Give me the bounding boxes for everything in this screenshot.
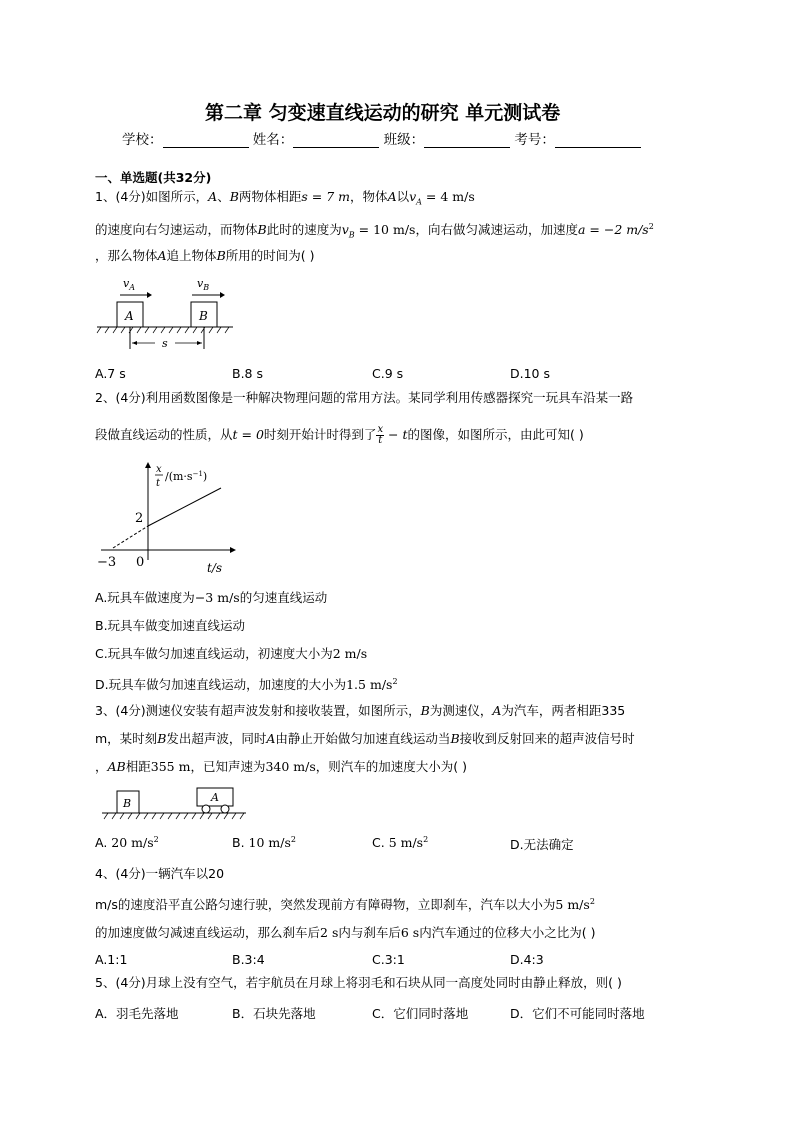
x-intercept-label: −3 (97, 555, 117, 570)
vb-label: $v_B$ (197, 277, 210, 292)
q4-option-b[interactable]: B.3:4 (232, 952, 265, 967)
q1-figure (95, 275, 245, 355)
svg-text:A: A (125, 309, 134, 323)
q3-line3: ，AB相距355 m，已知声速为340 m/s，则汽车的加速度大小为( ) (95, 759, 467, 774)
q2-line2: 段做直线运动的性质，从t = 0时刻开始计时得到了 $\frac{x}{t}$ − t的图像，如图所示，由此可知( ) (95, 424, 584, 446)
school-label: 学校： (122, 132, 163, 148)
q4-line1: 4、(4分)一辆汽车以20 (95, 866, 225, 881)
name-label: 姓名： (252, 132, 294, 148)
q3-line2: m，某时刻B发出超声波，同时A由静止开始做匀加速直线运动当B接收到反射回来的超声波信号时 (95, 731, 635, 746)
q1-option-a[interactable]: A.7 s (95, 366, 126, 381)
q1-line1: 1、(4分)如图所示，A、B两物体相距s = 7 m，物体A以$v_A = 4$ m/s (95, 189, 475, 207)
q1-line3: ，那么物体A追上物体B所用的时间为( ) (95, 248, 315, 263)
car-wheel-right (221, 805, 229, 813)
car-wheel-left (202, 805, 210, 813)
q1-line2: 的速度向右匀速运动，而物体B此时的速度为$v_B = 10$ m/s，向右做匀减速运动，加速度a = −2 $m/s^2$ (95, 222, 654, 240)
q4-option-c[interactable]: C.3:1 (372, 952, 405, 967)
svg-text:x: x (156, 464, 162, 475)
q2-option-d[interactable]: D.玩具车做匀加速直线运动，加速度的大小为1.5 $m/s^2$ (95, 676, 398, 692)
q3-option-d[interactable]: D.无法确定 (510, 837, 574, 852)
ground-hatch (97, 327, 229, 333)
svg-text:B: B (199, 309, 208, 323)
q2-option-c[interactable]: C.玩具车做匀加速直线运动，初速度大小为2 m/s (95, 646, 368, 661)
q3-option-c[interactable]: C. 5 $m/s^2$ (372, 835, 429, 851)
number-blank[interactable] (555, 133, 641, 148)
graph-extension (113, 526, 148, 548)
x-axis-label: t/s (207, 561, 223, 575)
q5-option-a[interactable]: A．羽毛先落地 (95, 1006, 179, 1021)
y-axis-label: $/(m\cdot s^{-1})$ (165, 470, 208, 483)
name-blank[interactable] (293, 133, 379, 148)
q2-option-b[interactable]: B.玩具车做变加速直线运动 (95, 618, 246, 633)
q5-line1: 5、(4分)月球上没有空气，若宇航员在月球上将羽毛和石块从同一高度处同时由静止释放，则( ) (95, 975, 622, 990)
q1-option-c[interactable]: C.9 s (372, 366, 404, 381)
va-label: $v_A$ (123, 277, 135, 292)
q3-option-b[interactable]: B. 10 $m/s^2$ (232, 835, 296, 851)
q4-line3: 的加速度做匀减速直线运动，那么刹车后2 s内与刹车后6 s内汽车通过的位移大小之比为( ) (95, 925, 596, 940)
q1-option-d[interactable]: D.10 s (510, 366, 550, 381)
q3-line1: 3、(4分)测速仪安装有超声波发射和接收装置，如图所示，B为测速仪，A为汽车，两者相距335 (95, 703, 626, 718)
q4-line2: m/s的速度沿平直公路匀速行驶，突然发现前方有障碍物，立即刹车，汽车以大小为5 $m/s^2$ (95, 897, 595, 913)
graph-line (148, 488, 221, 526)
x-over-t-fraction: $\frac{x}{t}$ (377, 424, 384, 446)
svg-text:A: A (211, 791, 219, 804)
origin-label: 0 (136, 555, 145, 570)
q3-figure (100, 783, 250, 821)
q2-option-a[interactable]: A.玩具车做速度为−3 m/s的匀速直线运动 (95, 590, 328, 605)
number-label: 考号： (514, 132, 555, 148)
school-blank[interactable] (163, 133, 249, 148)
q5-option-b[interactable]: B．石块先落地 (232, 1006, 316, 1021)
y-intercept-label: 2 (135, 511, 144, 526)
q3-option-a[interactable]: A. 20 $m/s^2$ (95, 835, 159, 851)
svg-text:B: B (123, 797, 132, 810)
class-blank[interactable] (424, 133, 510, 148)
class-label: 班级： (383, 132, 425, 148)
s-label: s (162, 337, 168, 350)
page-title: 第二章 匀变速直线运动的研究 单元测试卷 (205, 102, 561, 124)
q2-graph (95, 460, 245, 575)
student-info-line (122, 128, 641, 148)
q4-option-d[interactable]: D.4:3 (510, 952, 544, 967)
q4-option-a[interactable]: A.1:1 (95, 952, 128, 967)
q1-option-b[interactable]: B.8 s (232, 366, 263, 381)
q5-option-c[interactable]: C．它们同时落地 (372, 1006, 469, 1021)
svg-text:t: t (156, 478, 161, 489)
q2-line1: 2、(4分)利用函数图像是一种解决物理问题的常用方法。某同学利用传感器探究一玩具车沿某一路 (95, 390, 634, 405)
section-header: 一、单选题(共32分) (95, 170, 212, 185)
q5-option-d[interactable]: D．它们不可能同时落地 (510, 1006, 645, 1021)
